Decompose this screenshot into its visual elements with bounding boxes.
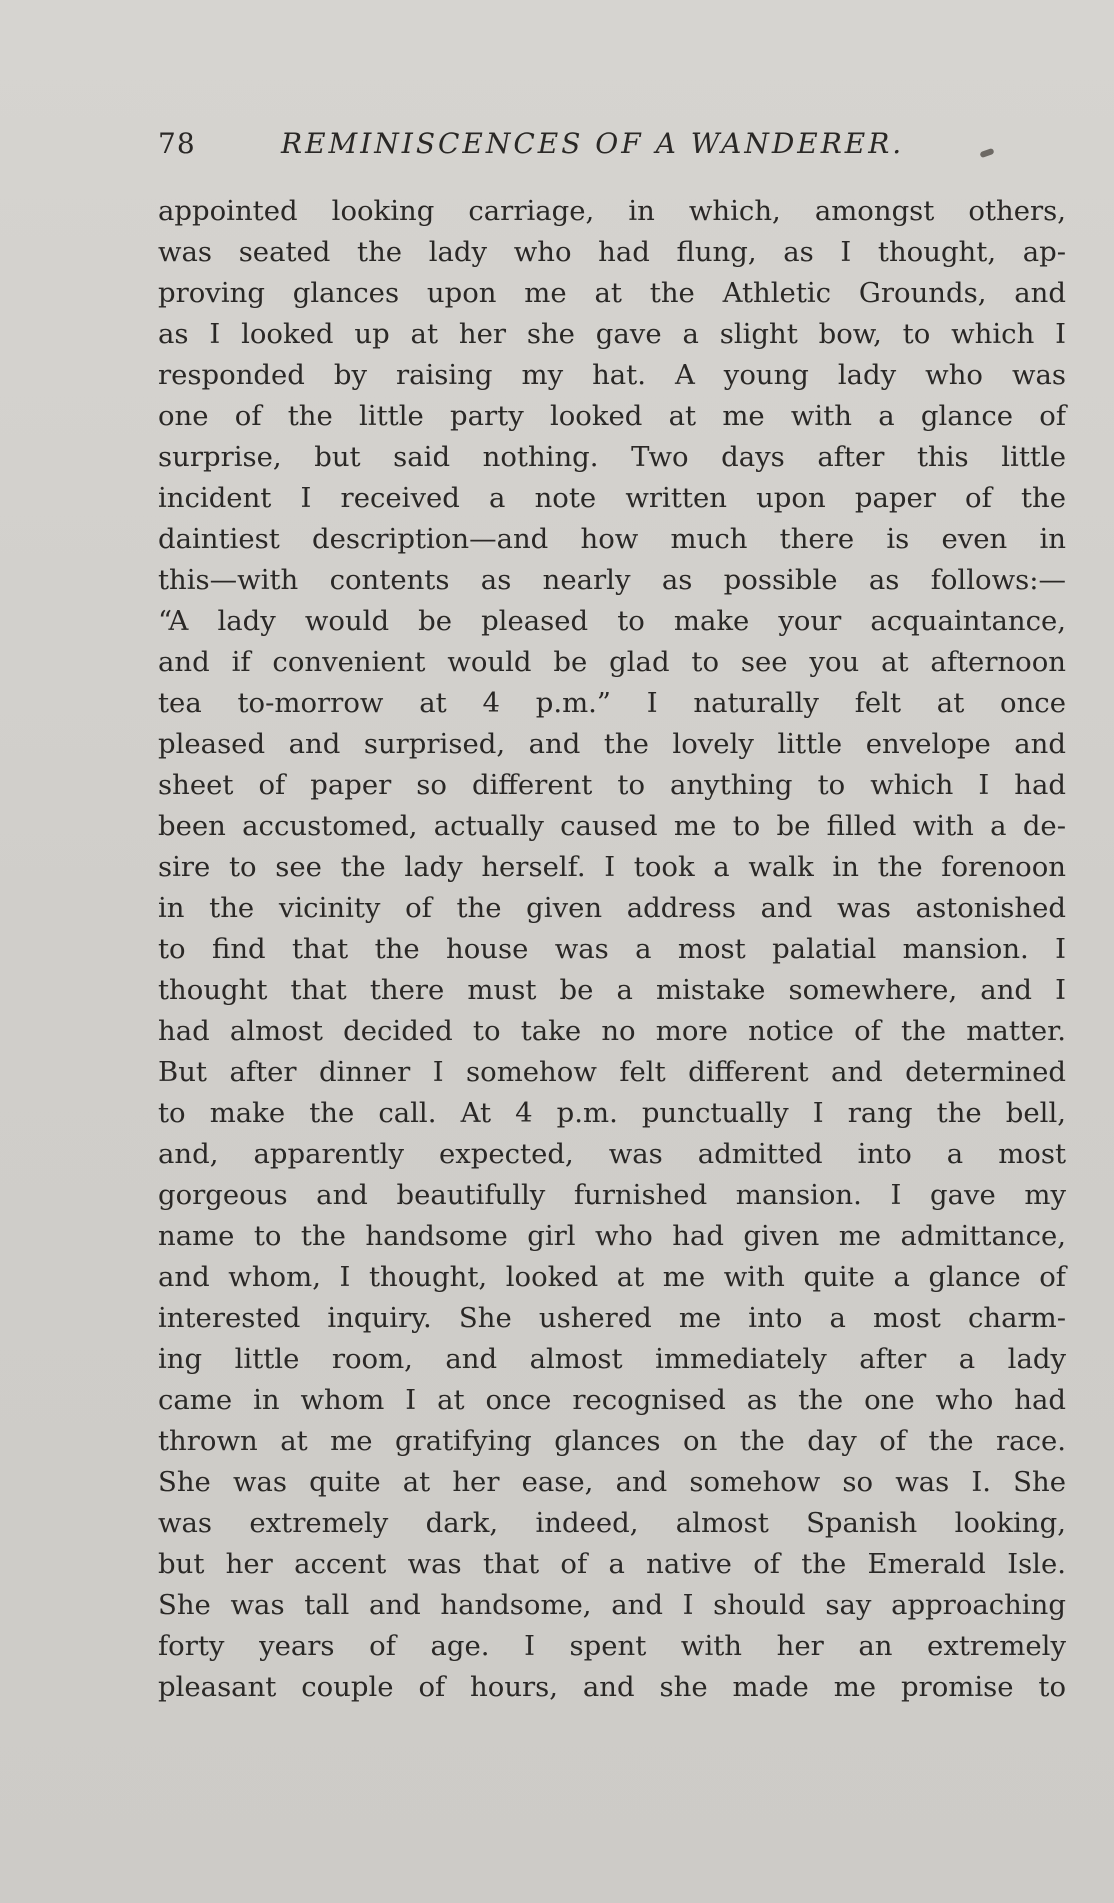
text-line: to find that the house was a most palatial mansion. I [158, 933, 1066, 965]
text-line: forty years of age. I spent with her an extremely [158, 1630, 1066, 1662]
text-line: sire to see the lady herself. I took a walk in the forenoon [158, 851, 1066, 883]
text-line: She was tall and handsome, and I should say approaching [158, 1589, 1066, 1621]
text-line: as I looked up at her she gave a slight bow, to which I [158, 318, 1066, 350]
text-line: been accustomed, actually caused me to be filled with a de- [158, 810, 1066, 842]
text-line: thought that there must be a mistake somewhere, and I [158, 974, 1066, 1006]
text-line: and, apparently expected, was admitted into a most [158, 1138, 1066, 1170]
text-line: proving glances upon me at the Athletic Grounds, and [158, 277, 1066, 309]
text-line: appointed looking carriage, in which, amongst others, [158, 195, 1066, 227]
text-line: was extremely dark, indeed, almost Spanish looking, [158, 1507, 1066, 1539]
text-line: surprise, but said nothing. Two days after this little [158, 441, 1066, 473]
text-line: She was quite at her ease, and somehow so was I. She [158, 1466, 1066, 1498]
text-line: responded by raising my hat. A young lady who was [158, 359, 1066, 391]
text-line: came in whom I at once recognised as the one who had [158, 1384, 1066, 1416]
body-text [158, 191, 1066, 1708]
text-line: pleased and surprised, and the lovely little envelope and [158, 728, 1066, 760]
text-line: sheet of paper so different to anything to which I had [158, 769, 1066, 801]
text-line: and whom, I thought, looked at me with quite a glance of [158, 1261, 1066, 1293]
text-line: pleasant couple of hours, and she made me promise to [158, 1671, 1066, 1703]
text-line: tea to-morrow at 4 p.m.” I naturally felt at once [158, 687, 1066, 719]
text-line: one of the little party looked at me with a glance of [158, 400, 1066, 432]
text-line: daintiest description—and how much there is even in [158, 523, 1066, 555]
page-header [158, 126, 938, 166]
text-line: but her accent was that of a native of the Emerald Isle. [158, 1548, 1066, 1580]
running-title: REMINISCENCES OF A WANDERER. [281, 127, 905, 160]
text-line: name to the handsome girl who had given me admittance, [158, 1220, 1066, 1252]
text-line: interested inquiry. She ushered me into a most charm- [158, 1302, 1066, 1334]
text-line: gorgeous and beautifully furnished mansion. I gave my [158, 1179, 1066, 1211]
text-line: But after dinner I somehow felt different and determined [158, 1056, 1066, 1088]
text-line: had almost decided to take no more notice of the matter. [158, 1015, 1066, 1047]
text-line: in the vicinity of the given address and was astonished [158, 892, 1066, 924]
text-line: “A lady would be pleased to make your acquaintance, [158, 605, 1066, 637]
page-number: 78 [158, 127, 196, 160]
text-line: was seated the lady who had flung, as I thought, ap- [158, 236, 1066, 268]
text-line: this—with contents as nearly as possible as follows:— [158, 564, 1066, 596]
text-line: and if convenient would be glad to see you at afternoon [158, 646, 1066, 678]
ink-mark [979, 148, 994, 158]
text-line: thrown at me gratifying glances on the day of the race. [158, 1425, 1066, 1457]
text-line: to make the call. At 4 p.m. punctually I rang the bell, [158, 1097, 1066, 1129]
text-line: ing little room, and almost immediately after a lady [158, 1343, 1066, 1375]
text-line: incident I received a note written upon paper of the [158, 482, 1066, 514]
